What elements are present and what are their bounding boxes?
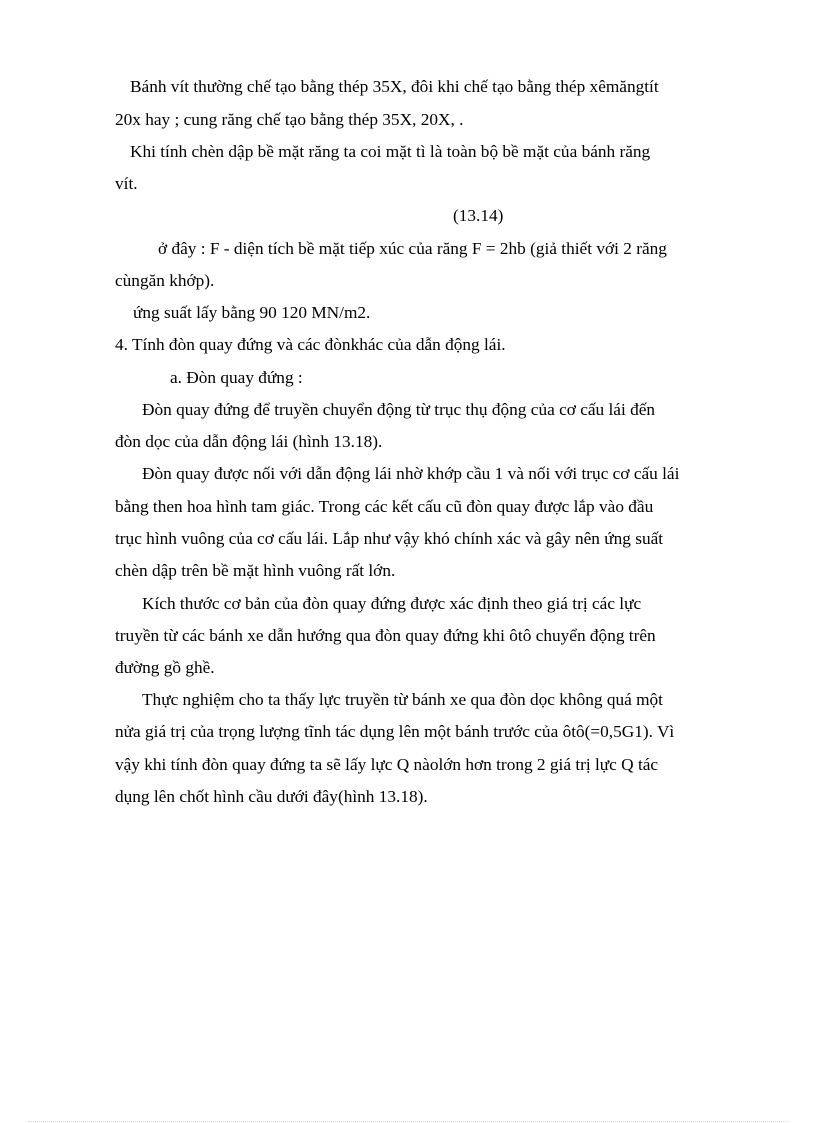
text-line: bằng then hoa hình tam giác. Trong các kết cấu cũ đòn quay được lắp vào đầu [115, 497, 654, 516]
page-bottom-divider [28, 1121, 788, 1122]
text-line: đòn dọc của dẫn động lái (hình 13.18). [115, 432, 383, 451]
subsection-heading: a. Đòn quay đứng : [170, 368, 303, 387]
text-line: nửa giá trị của trọng lượng tĩnh tác dụng lên một bánh trước của ôtô(=0,5G1). Vì [115, 722, 675, 741]
text-line: trục hình vuông của cơ cấu lái. Lắp như vậy khó chính xác và gây nên ứng suất [115, 529, 664, 548]
text-line: 20x hay ; cung răng chế tạo bằng thép 35X, 20X, . [115, 110, 464, 129]
text-line: Kích thước cơ bản của đòn quay đứng được xác định theo giá trị các lực [142, 594, 642, 613]
text-line: Khi tính chèn dập bề mặt răng ta coi mặt tì là toàn bộ bề mặt của bánh răng [130, 142, 651, 161]
text-line: ở đây : F - diện tích bề mặt tiếp xúc của răng F = 2hb (giả thiết với 2 răng [158, 239, 667, 258]
text-line: đường gồ ghề. [115, 658, 215, 677]
text-line: truyền từ các bánh xe dẫn hướng qua đòn quay đứng khi ôtô chuyển động trên [115, 626, 656, 645]
text-line: dụng lên chốt hình cầu dưới đây(hình 13.18). [115, 787, 428, 806]
text-line: vậy khi tính đòn quay đứng ta sẽ lấy lực Q nàolớn hơn trong 2 giá trị lực Q tác [115, 755, 659, 774]
text-line: ứng suất lấy bằng 90 120 MN/m2. [133, 303, 371, 322]
text-line: vít. [115, 174, 138, 193]
text-line: Thực nghiệm cho ta thấy lực truyền từ bánh xe qua đòn dọc không quá một [142, 690, 663, 709]
text-line: Đòn quay được nối với dẫn động lái nhờ khớp cầu 1 và nối với trục cơ cấu lái [142, 464, 680, 483]
text-line: cùngăn khớp). [115, 271, 215, 290]
section-heading: 4. Tính đòn quay đứng và các đònkhác của dẫn động lái. [115, 335, 506, 354]
text-line: Bánh vít thường chế tạo bằng thép 35X, đôi khi chế tạo bằng thép xêmăngtít [130, 77, 659, 96]
equation-number: (13.14) [453, 206, 504, 225]
text-line: chèn dập trên bề mặt hình vuông rất lớn. [115, 561, 396, 580]
text-line: Đòn quay đứng để truyền chuyển động từ trục thụ động của cơ cấu lái đến [142, 400, 656, 419]
